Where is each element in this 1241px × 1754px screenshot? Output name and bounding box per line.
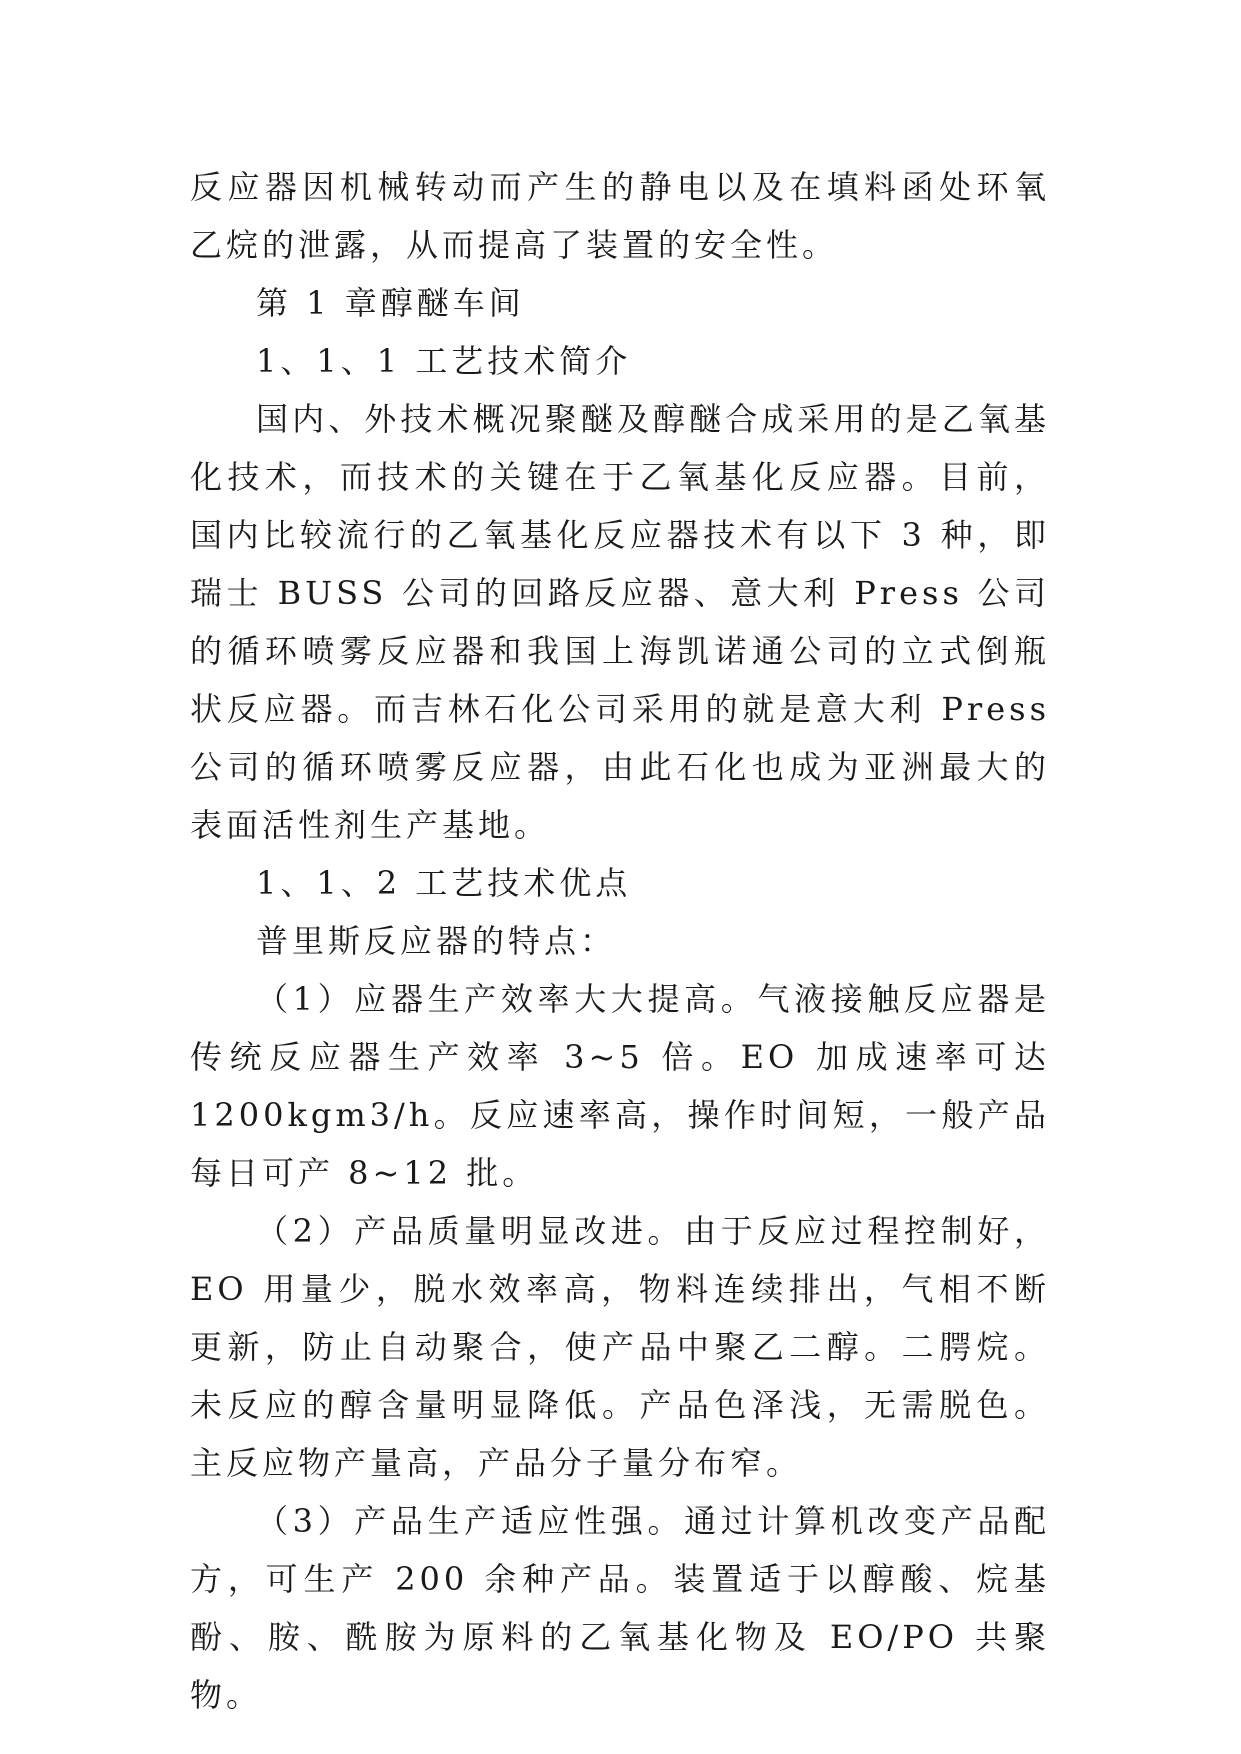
paragraph-reactor-features: 普里斯反应器的特点：: [256, 922, 617, 960]
chapter-heading: 第 1 章醇醚车间: [256, 284, 525, 322]
document-body: [190, 158, 1050, 1724]
paragraph-continuation: 反应器因机械转动而产生的静电以及在填料函处环氧乙烷的泄露，从而提高了装置的安全性。: [190, 168, 1050, 264]
paragraph-tech-overview: 国内、外技术概况聚醚及醇醚合成采用的是乙氧基化技术，而技术的关键在于乙氧基化反应器。目前，国内比较流行的乙氧基化反应器技术有以下 3 种，即瑞士 BUSS 公司的回路反应器、意大利 Press 公司的循环喷雾反应器和我国上海凯诺通公司的立式倒瓶状反应器。而吉林石化公司采用的就是意大利 Press 公司的循环喷雾反应器，由此石化也成为亚洲最大的表面活性剂生产基地。: [190, 400, 1050, 844]
paragraph-point-1: （1）应器生产效率大大提高。气液接触反应器是传统反应器生产效率 3~5 倍。EO 加成速率可达 1200kgm3/h。反应速率高，操作时间短，一般产品每日可产 8~12 批。: [190, 980, 1050, 1192]
paragraph-point-3: （3）产品生产适应性强。通过计算机改变产品配方，可生产 200 余种产品。装置适于以醇酸、烷基酚、胺、酰胺为原料的乙氧基化物及 EO/PO 共聚物。: [190, 1502, 1050, 1714]
paragraph-point-2: （2）产品质量明显改进。由于反应过程控制好，EO 用量少，脱水效率高，物料连续排出，气相不断更新，防止自动聚合，使产品中聚乙二醇。二腭烷。未反应的醇含量明显降低。产品色泽浅，无需脱色。主反应物产量高，产品分子量分布窄。: [190, 1212, 1050, 1482]
section-heading-intro: 1、1、1 工艺技术简介: [256, 342, 632, 380]
section-heading-advantages: 1、1、2 工艺技术优点: [256, 864, 632, 902]
